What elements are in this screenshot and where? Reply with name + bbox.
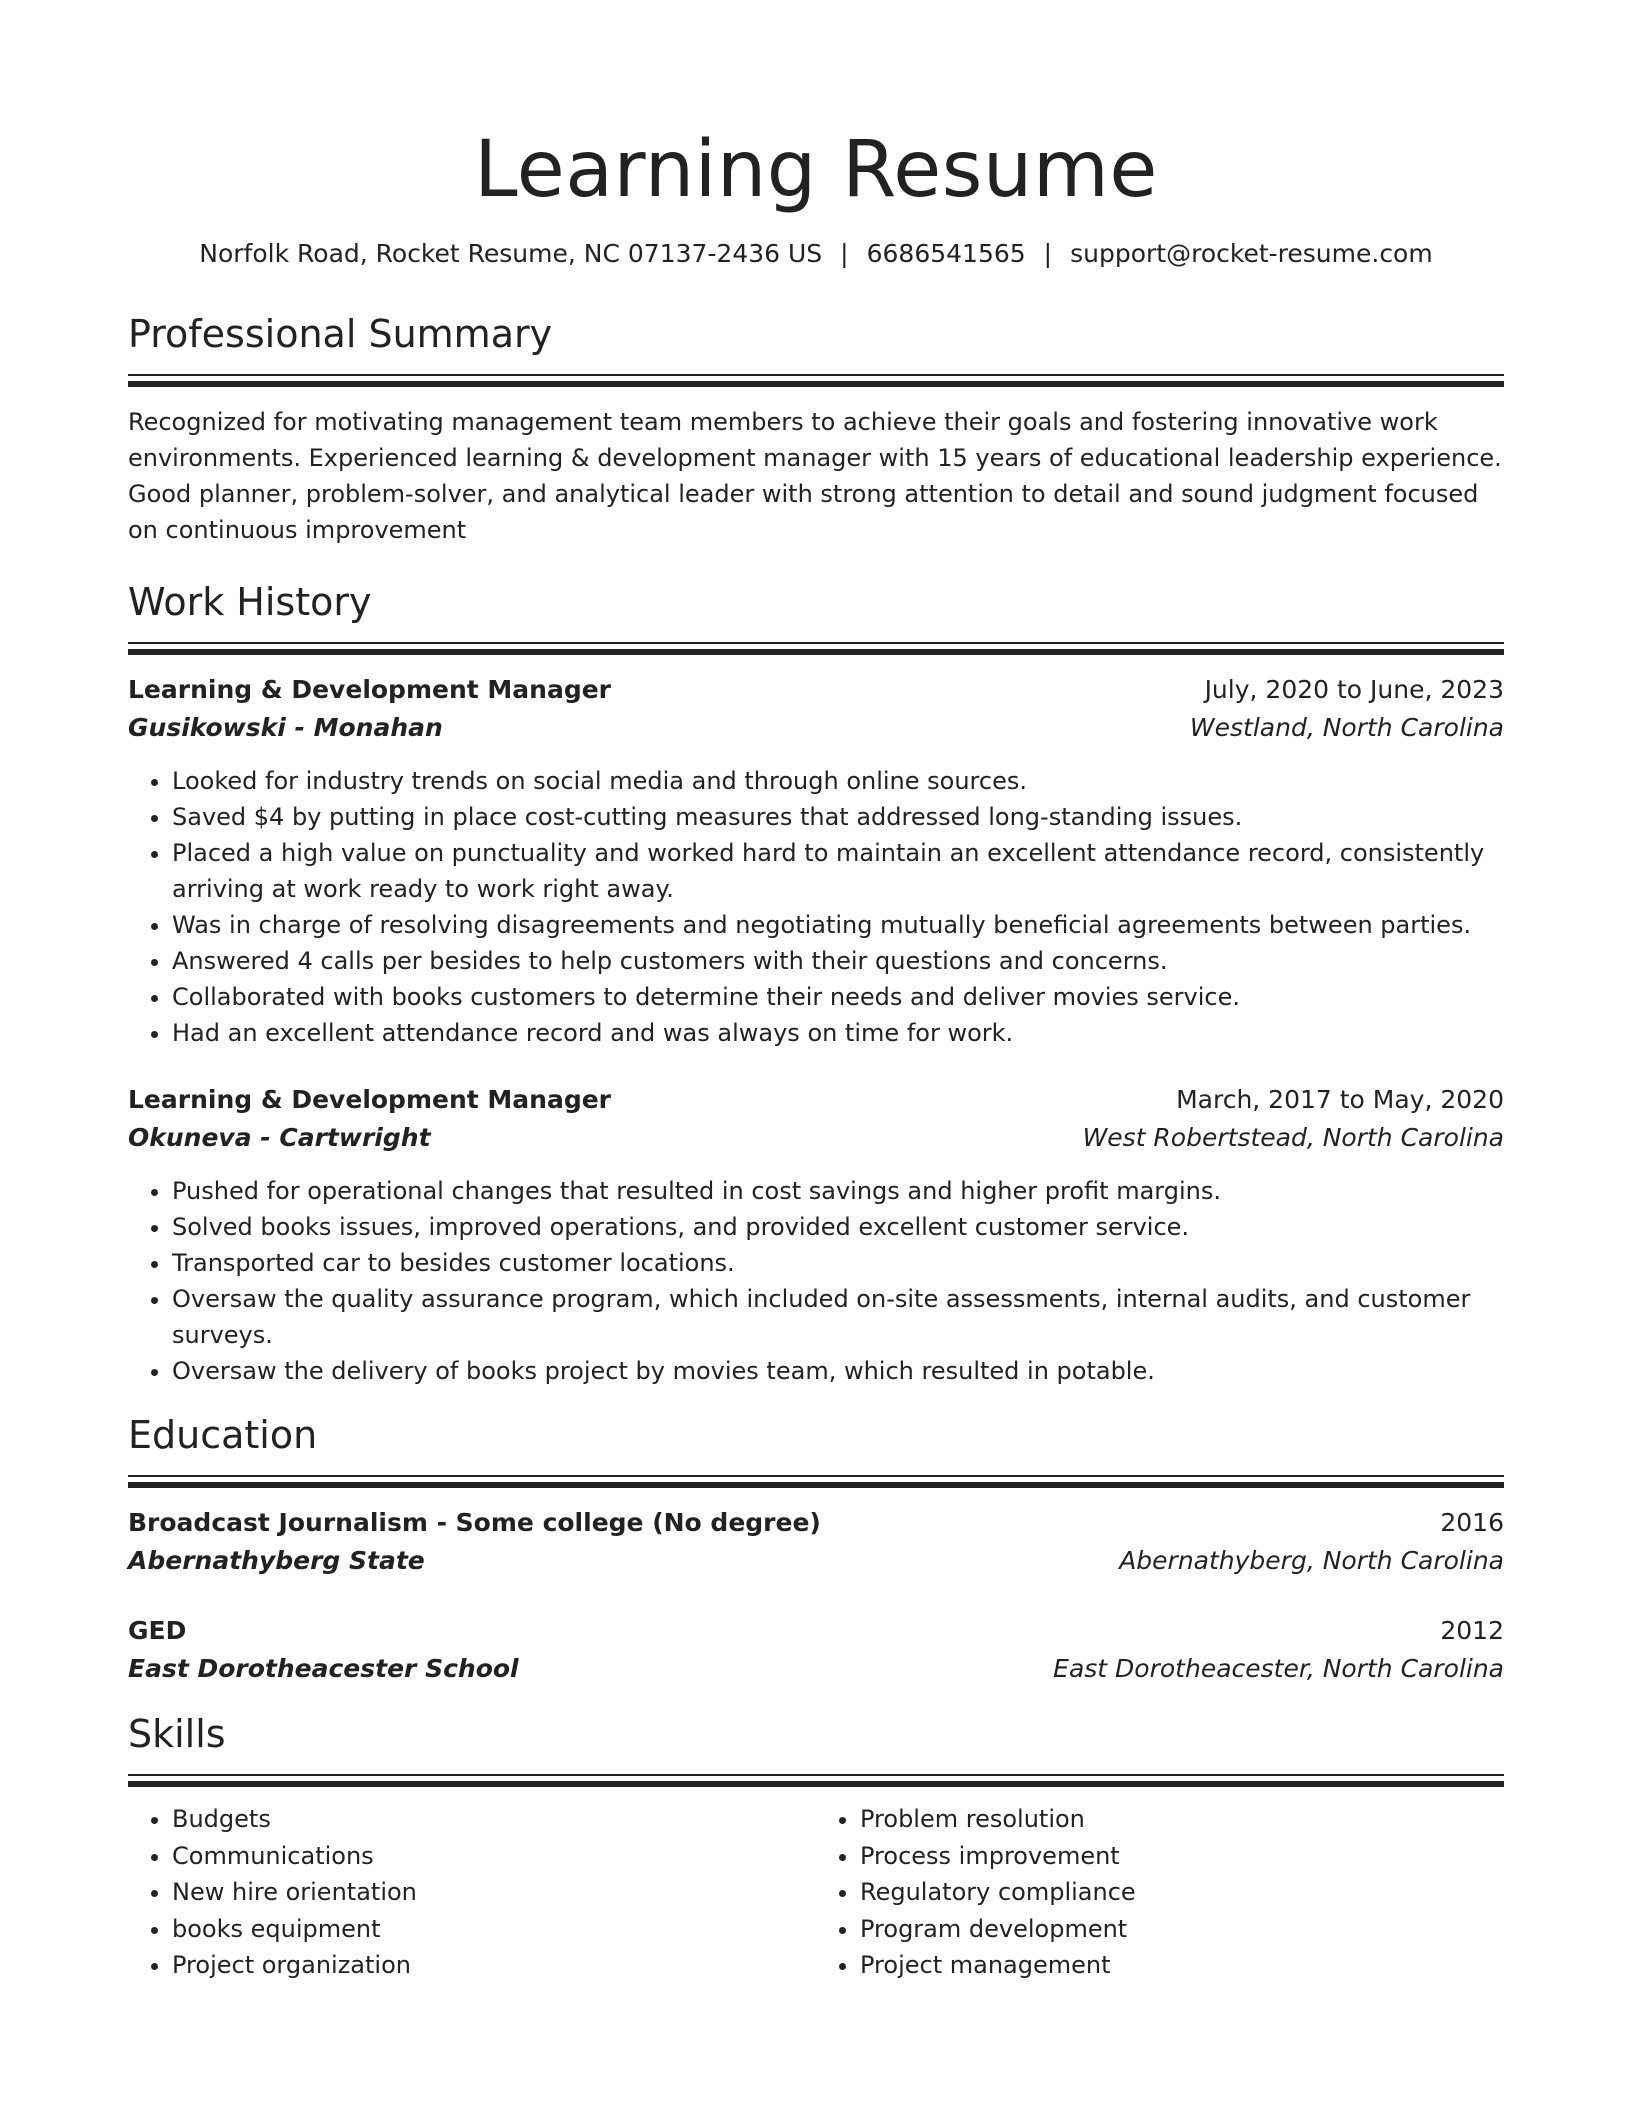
skill-item: • Project organization [172,1947,816,1984]
job-location: Westland, North Carolina [1189,713,1504,742]
education-school-row [128,1650,1504,1688]
section-divider-thick [128,1482,1504,1488]
bullet-item: • Looked for industry trends on social media and through online sources. [172,763,1504,799]
bullet-item: • Had an excellent attendance record and was always on time for work. [172,1015,1504,1051]
section-divider [128,1774,1504,1776]
bullet-item: • Was in charge of resolving disagreements and negotiating mutually beneficial agreements between parties. [172,907,1504,943]
work-section [128,578,1504,1389]
section-divider [128,1475,1504,1477]
section-divider-thick [128,381,1504,387]
contact-line [128,236,1504,272]
education-location: East Dorotheacester, North Carolina [1053,1654,1504,1683]
skill-item: • Problem resolution [860,1801,1504,1838]
skill-item: • books equipment [172,1911,816,1948]
job-company: Okuneva - Cartwright [128,1123,431,1152]
job-company: Gusikowski - Monahan [128,713,443,742]
skills-columns [128,1801,1504,1984]
section-divider-thick [128,649,1504,655]
education-degree: Broadcast Journalism - Some college (No degree) [128,1508,821,1537]
education-section [128,1411,1504,1688]
skills-section [128,1710,1504,1984]
bullet-item: • Collaborated with books customers to determine their needs and deliver movies service. [172,979,1504,1015]
skills-list-right [816,1801,1504,1984]
contact-separator: | [1043,239,1053,268]
bullet-item: • Saved $4 by putting in place cost-cutting measures that addressed long-standing issues. [172,799,1504,835]
education-header-row [128,1612,1504,1650]
summary-section [128,310,1504,548]
job-dates: July, 2020 to June, 2023 [1204,675,1504,704]
bullet-item: • Solved books issues, improved operations, and provided excellent customer service. [172,1209,1504,1245]
resume-name: Learning Resume [474,125,1158,215]
section-title: Professional Summary [128,312,553,356]
section-title: Work History [128,580,372,624]
education-year: 2012 [1440,1616,1504,1645]
job-company-row [128,1119,1504,1157]
skill-item: • Project management [860,1947,1504,1984]
skill-item: • Communications [172,1838,816,1875]
job-location: West Robertstead, North Carolina [1082,1123,1504,1152]
bullet-item: • Oversaw the quality assurance program, which included on-site assessments, internal audits, and customer surveys. [172,1281,1504,1353]
skill-item: • Program development [860,1911,1504,1948]
contact-address: Norfolk Road, Rocket Resume, NC 07137-2436 US [199,239,823,268]
job-header-row [128,671,1504,709]
section-title: Education [128,1413,318,1457]
education-school: Abernathyberg State [128,1546,425,1575]
section-divider-thick [128,1781,1504,1787]
job-company-row [128,709,1504,747]
education-header-row [128,1504,1504,1542]
section-title: Skills [128,1712,226,1756]
skill-item: • New hire orientation [172,1874,816,1911]
bullet-item: • Oversaw the delivery of books project by movies team, which resulted in potable. [172,1353,1504,1389]
education-degree: GED [128,1616,187,1645]
job-bullets [128,1173,1504,1389]
job-bullets [128,763,1504,1051]
section-divider [128,374,1504,376]
bullet-item: • Transported car to besides customer locations. [172,1245,1504,1281]
education-location: Abernathyberg, North Carolina [1119,1546,1504,1575]
bullet-item: • Pushed for operational changes that resulted in cost savings and higher profit margins. [172,1173,1504,1209]
contact-email: support@rocket-resume.com [1070,239,1433,268]
job-title: Learning & Development Manager [128,675,612,704]
skill-item: • Process improvement [860,1838,1504,1875]
job-dates: March, 2017 to May, 2020 [1176,1085,1504,1114]
contact-phone: 6686541565 [866,239,1026,268]
education-school-row [128,1542,1504,1580]
contact-separator: | [840,239,849,268]
summary-text: Recognized for motivating management team members to achieve their goals and fostering innovative work environments. Experienced learning & development manager with 15 years of educational leadership experience. Good planner, problem-solver, and analytical leader with strong attention to detail and sound judgment focused on continuous improvement [128,408,1502,544]
section-divider [128,642,1504,644]
skill-item: • Regulatory compliance [860,1874,1504,1911]
education-school: East Dorotheacester School [128,1654,519,1683]
skill-item: • Budgets [172,1801,816,1838]
education-entry [128,1612,1504,1688]
education-entry [128,1504,1504,1580]
skills-list-left [128,1801,816,1984]
bullet-item: • Placed a high value on punctuality and worked hard to maintain an excellent attendance record, consistently arriving at work ready to work right away. [172,835,1504,907]
bullet-item: • Answered 4 calls per besides to help customers with their questions and concerns. [172,943,1504,979]
job-header-row [128,1081,1504,1119]
job-title: Learning & Development Manager [128,1085,612,1114]
job-entry [128,1081,1504,1389]
job-entry [128,671,1504,1051]
education-year: 2016 [1440,1508,1504,1537]
